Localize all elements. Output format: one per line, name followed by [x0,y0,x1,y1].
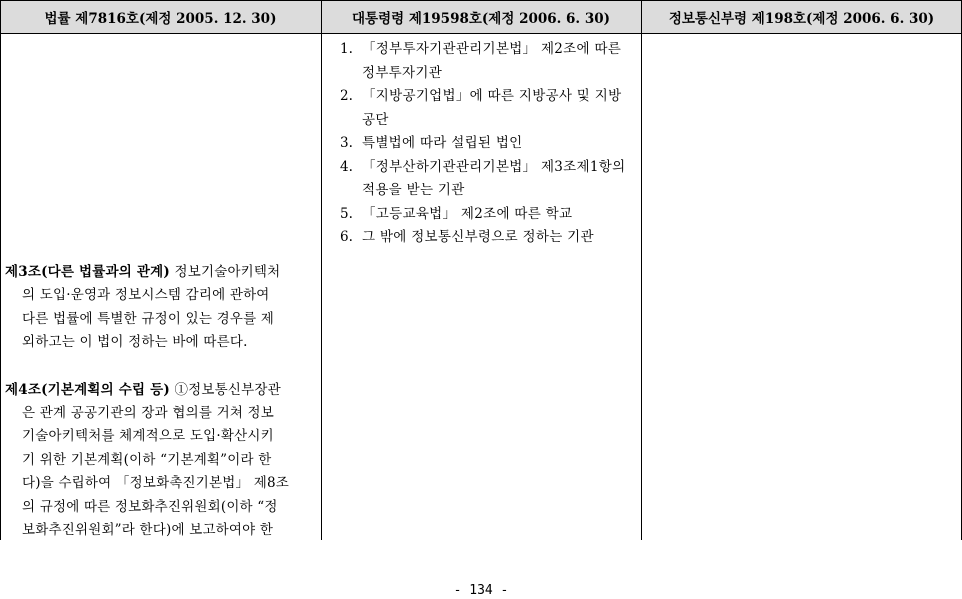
article-4-text-first: ①정보통신부장관 [169,381,281,398]
item-number: 6. [340,229,353,245]
article-3-line: 다른 법률에 특별한 규정이 있는 경우를 제 [22,310,275,327]
item-number: 1. [340,41,353,57]
item-text: 「고등교육법」 제2조에 따른 학교 [362,205,573,222]
article-3-line: 의 도입·운영과 정보시스템 감리에 관하여 [22,287,270,304]
item-number: 3. [340,135,353,151]
column-divider-1 [321,0,322,540]
item-number: 4. [340,158,353,175]
list-item [340,203,638,227]
law-column [5,261,317,542]
article-3-line: 외하고는 이 법이 정하는 바에 따른다. [22,334,248,351]
article-3 [5,261,317,355]
page-number: - 134 - [453,583,509,598]
item-text: 정부투자기관 [362,64,443,81]
article-4-line: 의 규정에 따른 정보화추진위원회(이하 “정 [22,498,278,515]
item-text: 특별법에 따라 설립된 법인 [362,135,523,151]
item-number: 5. [340,205,353,222]
decree-column [340,38,638,250]
article-3-heading: 제3조(다른 법률과의 관계) [5,264,170,280]
article-4 [5,379,317,543]
header-ministry: 정보통신부령 제198호(제정 2006. 6. 30) [641,0,962,34]
article-4-line: 은 관계 공공기관의 장과 협의를 거쳐 정보 [22,405,275,422]
article-4-heading: 제4조(기본계획의 수립 등) [5,381,170,398]
list-item [340,85,638,132]
article-4-line: 보화추진위원회”라 한다)에 보고하여야 한 [22,522,274,539]
item-number: 2. [340,88,353,104]
table-border-left [0,0,1,540]
item-text: 「정부산하기관관리기본법」 제3조제1항의 [362,158,626,175]
article-4-line: 기술아키텍처를 체계적으로 도입·확산시키 [22,428,274,445]
list-item [340,156,638,203]
item-text: 그 밖에 정보통신부령으로 정하는 기관 [362,229,594,245]
list-item [340,132,638,156]
item-text: 「지방공기업법」에 따른 지방공사 및 지방 [362,88,622,104]
ministry-column [642,34,961,540]
article-4-line: 다)을 수립하여 「정보화촉진기본법」 제8조 [22,475,289,492]
article-4-line: 기 위한 기본계획(이하 “기본계획”이라 한 [22,451,272,468]
list-item [340,38,638,85]
article-3-text-first: 정보기술아키텍처 [169,264,281,280]
header-decree: 대통령령 제19598호(제정 2006. 6. 30) [321,0,641,34]
item-text: 적용을 받는 기관 [362,182,465,198]
item-text: 「정부투자기관관리기본법」 제2조에 따른 [362,41,622,57]
item-text: 공단 [362,111,389,128]
header-law: 법률 제7816호(제정 2005. 12. 30) [0,0,321,34]
list-item [340,226,638,250]
